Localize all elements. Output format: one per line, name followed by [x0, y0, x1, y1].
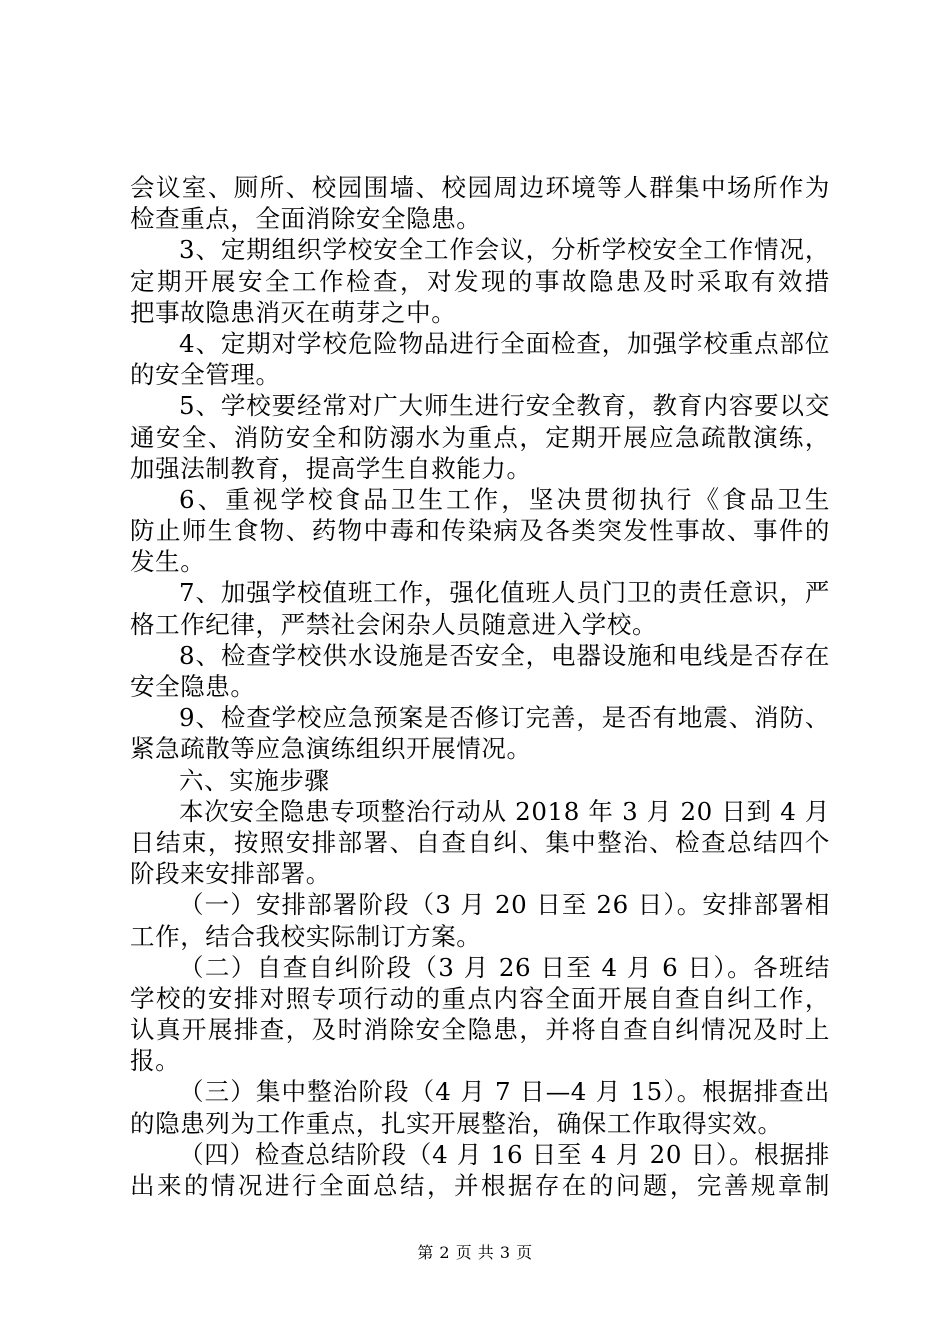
text-line: 会议室、厕所、校园围墙、校园周边环境等人群集中场所作为 [130, 173, 830, 202]
text-line: 5、学校要经常对广大师生进行安全教育，教育内容要以交 [179, 391, 830, 421]
page-footer: 第 2 页 共 3 页 [417, 1243, 533, 1262]
text-line: 安全隐患。 [130, 672, 256, 701]
text-line: 防止师生食物、药物中毒和传染病及各类突发性事故、事件的 [130, 516, 830, 546]
text-line: 加强法制教育，提高学生自救能力。 [130, 453, 532, 483]
text-line: 认真开展排查，及时消除安全隐患，并将自查自纠情况及时上 [130, 1015, 830, 1045]
text-line: 把事故隐患消灭在萌芽之中。 [130, 297, 457, 327]
text-line: （三）集中整治阶段（4 月 7 日—4 月 15）。根据排查出 [179, 1077, 830, 1107]
text-line: 发生。 [130, 547, 206, 577]
document-body [130, 172, 830, 1201]
text-line: 日结束，按照安排部署、自查自纠、集中整治、检查总结四个 [130, 827, 830, 857]
text-line: 本次安全隐患专项整治行动从 2018 年 3 月 20 日到 4 月 [179, 796, 830, 826]
text-line: 出来的情况进行全面总结，并根据存在的问题，完善规章制 [130, 1171, 830, 1200]
text-line: （一）安排部署阶段（3 月 20 日至 26 日）。安排部署相 [179, 890, 830, 920]
text-line: 检查重点，全面消除安全隐患。 [130, 204, 482, 234]
text-line: 7、加强学校值班工作，强化值班人员门卫的责任意识，严 [179, 578, 830, 608]
text-line: 8、检查学校供水设施是否安全，电器设施和电线是否存在 [179, 640, 830, 670]
text-line: （四）检查总结阶段（4 月 16 日至 4 月 20 日）。根据排 [179, 1139, 830, 1169]
text-line: （二）自查自纠阶段（3 月 26 日至 4 月 6 日）。各班结 [179, 952, 830, 982]
text-line: 紧急疏散等应急演练组织开展情况。 [130, 734, 532, 764]
text-line: 3、定期组织学校安全工作会议，分析学校安全工作情况， [179, 235, 830, 265]
text-line: 阶段来安排部署。 [130, 859, 331, 889]
text-line: 定期开展安全工作检查，对发现的事故隐患及时采取有效措 [130, 266, 830, 296]
text-line: 4、定期对学校危险物品进行全面检查，加强学校重点部位 [179, 328, 830, 358]
text-line: 报。 [130, 1046, 181, 1076]
text-line: 通安全、消防安全和防溺水为重点，定期开展应急疏散演练， [130, 422, 830, 452]
text-line: 格工作纪律，严禁社会闲杂人员随意进入学校。 [130, 609, 658, 639]
text-line: 六、实施步骤 [179, 765, 330, 795]
text-line: 学校的安排对照专项行动的重点内容全面开展自查自纠工作， [130, 983, 830, 1013]
text-line: 9、检查学校应急预案是否修订完善，是否有地震、消防、 [179, 703, 830, 733]
text-line: 6、重视学校食品卫生工作，坚决贯彻执行《食品卫生 [179, 484, 830, 514]
text-line: 工作，结合我校实际制订方案。 [130, 921, 482, 951]
text-line: 的隐患列为工作重点，扎实开展整治，确保工作取得实效。 [130, 1108, 783, 1138]
text-line: 的安全管理。 [130, 360, 281, 390]
